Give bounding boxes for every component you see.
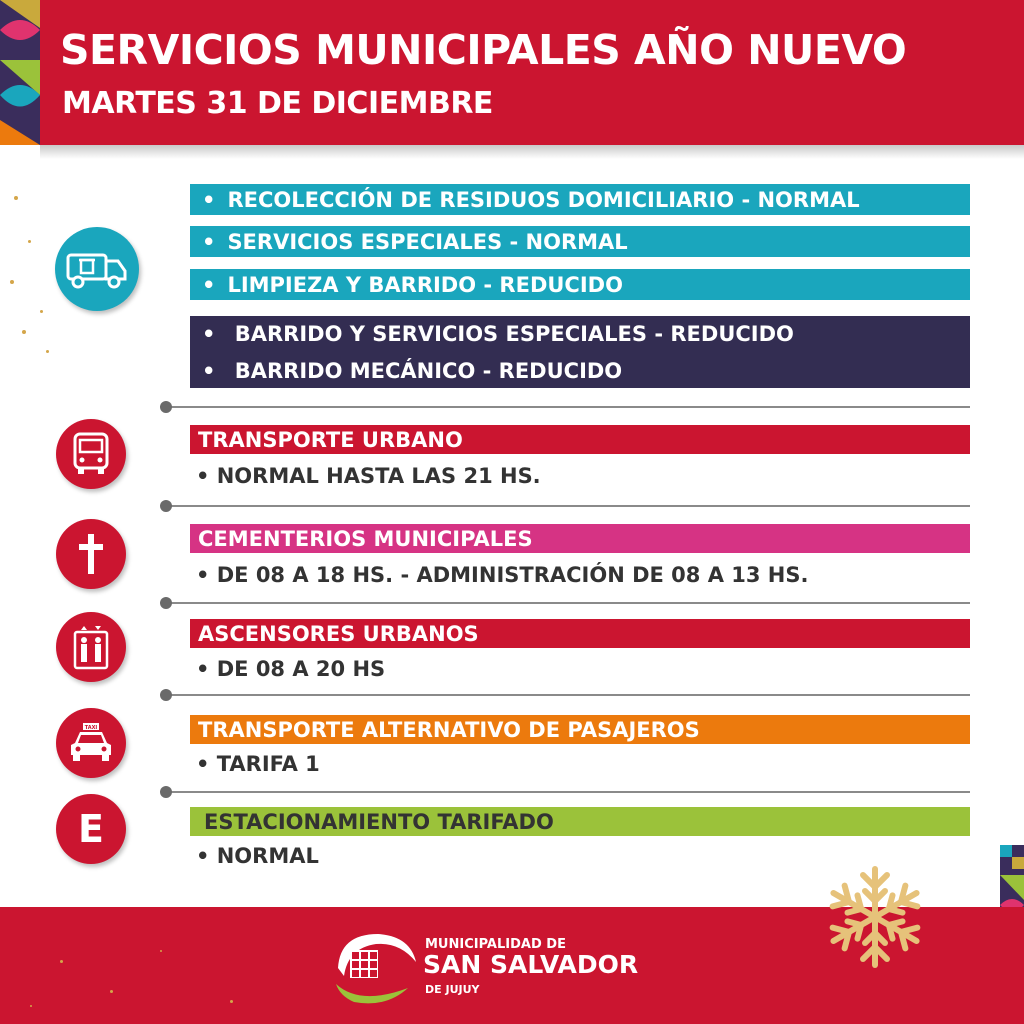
separator-line xyxy=(165,505,970,507)
sparkle xyxy=(22,330,26,334)
separator-dot xyxy=(160,786,172,798)
sparkle xyxy=(14,196,18,200)
sweeping-item xyxy=(202,359,622,383)
taxi-sign-text: TAXI xyxy=(84,725,98,731)
page-subtitle: MARTES 31 DE DICIEMBRE xyxy=(62,86,493,121)
section-detail: • DE 08 A 20 HS xyxy=(196,657,386,681)
bullet: • xyxy=(202,359,216,383)
bus-icon xyxy=(56,419,126,489)
municipality-city: SAN SALVADOR xyxy=(423,950,639,979)
municipality-label: MUNICIPALIDAD DE xyxy=(425,937,566,952)
waste-item-label: RECOLECCIÓN DE RESIDUOS DOMICILIARIO - NORMAL xyxy=(227,187,860,212)
section-heading: ASCENSORES URBANOS xyxy=(190,619,970,648)
section-heading: CEMENTERIOS MUNICIPALES xyxy=(190,524,970,553)
sparkle xyxy=(40,310,43,313)
separator-line xyxy=(165,406,970,408)
municipality-logo xyxy=(330,928,420,1008)
bullet: • xyxy=(202,272,216,297)
section-heading: TRANSPORTE ALTERNATIVO DE PASAJEROS xyxy=(190,715,970,744)
separator-dot xyxy=(160,401,172,413)
separator-dot xyxy=(160,597,172,609)
separator-dot xyxy=(160,500,172,512)
sweeping-item-label: BARRIDO Y SERVICIOS ESPECIALES - REDUCIDO xyxy=(234,322,794,346)
separator-line xyxy=(165,602,970,604)
sparkle xyxy=(110,990,113,993)
garbage-truck-icon xyxy=(55,227,139,311)
municipality-province: DE JUJUY xyxy=(425,983,480,996)
section-detail: • NORMAL xyxy=(196,844,319,868)
sweeping-item xyxy=(202,322,794,346)
snowflake-icon xyxy=(820,862,930,972)
parking-e-icon xyxy=(56,794,126,864)
waste-item-label: SERVICIOS ESPECIALES - NORMAL xyxy=(227,229,628,254)
waste-item xyxy=(190,269,970,300)
sparkle xyxy=(160,950,162,952)
sparkle xyxy=(28,240,31,243)
sweeping-block xyxy=(190,316,970,388)
bullet: • xyxy=(202,187,216,212)
bullet: • xyxy=(202,229,216,254)
section-detail: • TARIFA 1 xyxy=(196,752,320,776)
sparkle xyxy=(60,960,63,963)
waste-item-label: LIMPIEZA Y BARRIDO - REDUCIDO xyxy=(227,272,623,297)
sparkle xyxy=(46,350,49,353)
section-heading: TRANSPORTE URBANO xyxy=(190,425,970,454)
decorative-pattern xyxy=(0,0,40,145)
separator-line xyxy=(165,694,970,696)
separator-line xyxy=(165,791,970,793)
waste-item xyxy=(190,184,970,215)
bullet: • xyxy=(202,322,216,346)
page-title: SERVICIOS MUNICIPALES AÑO NUEVO xyxy=(60,26,907,74)
sparkle xyxy=(30,1005,32,1007)
taxi-icon xyxy=(56,708,126,778)
section-detail: • DE 08 A 18 HS. - ADMINISTRACIÓN DE 08 A 13 HS. xyxy=(196,563,809,587)
sweeping-item-label: BARRIDO MECÁNICO - REDUCIDO xyxy=(234,359,623,383)
sparkle xyxy=(230,1000,233,1003)
cross-icon xyxy=(56,519,126,589)
sparkle xyxy=(10,280,14,284)
waste-item xyxy=(190,226,970,257)
parking-e-letter: E xyxy=(78,807,104,851)
elevator-icon xyxy=(56,612,126,682)
header-shadow xyxy=(40,145,1024,159)
separator-dot xyxy=(160,689,172,701)
section-heading: ESTACIONAMIENTO TARIFADO xyxy=(190,807,970,836)
section-detail: • NORMAL HASTA LAS 21 HS. xyxy=(196,464,541,488)
